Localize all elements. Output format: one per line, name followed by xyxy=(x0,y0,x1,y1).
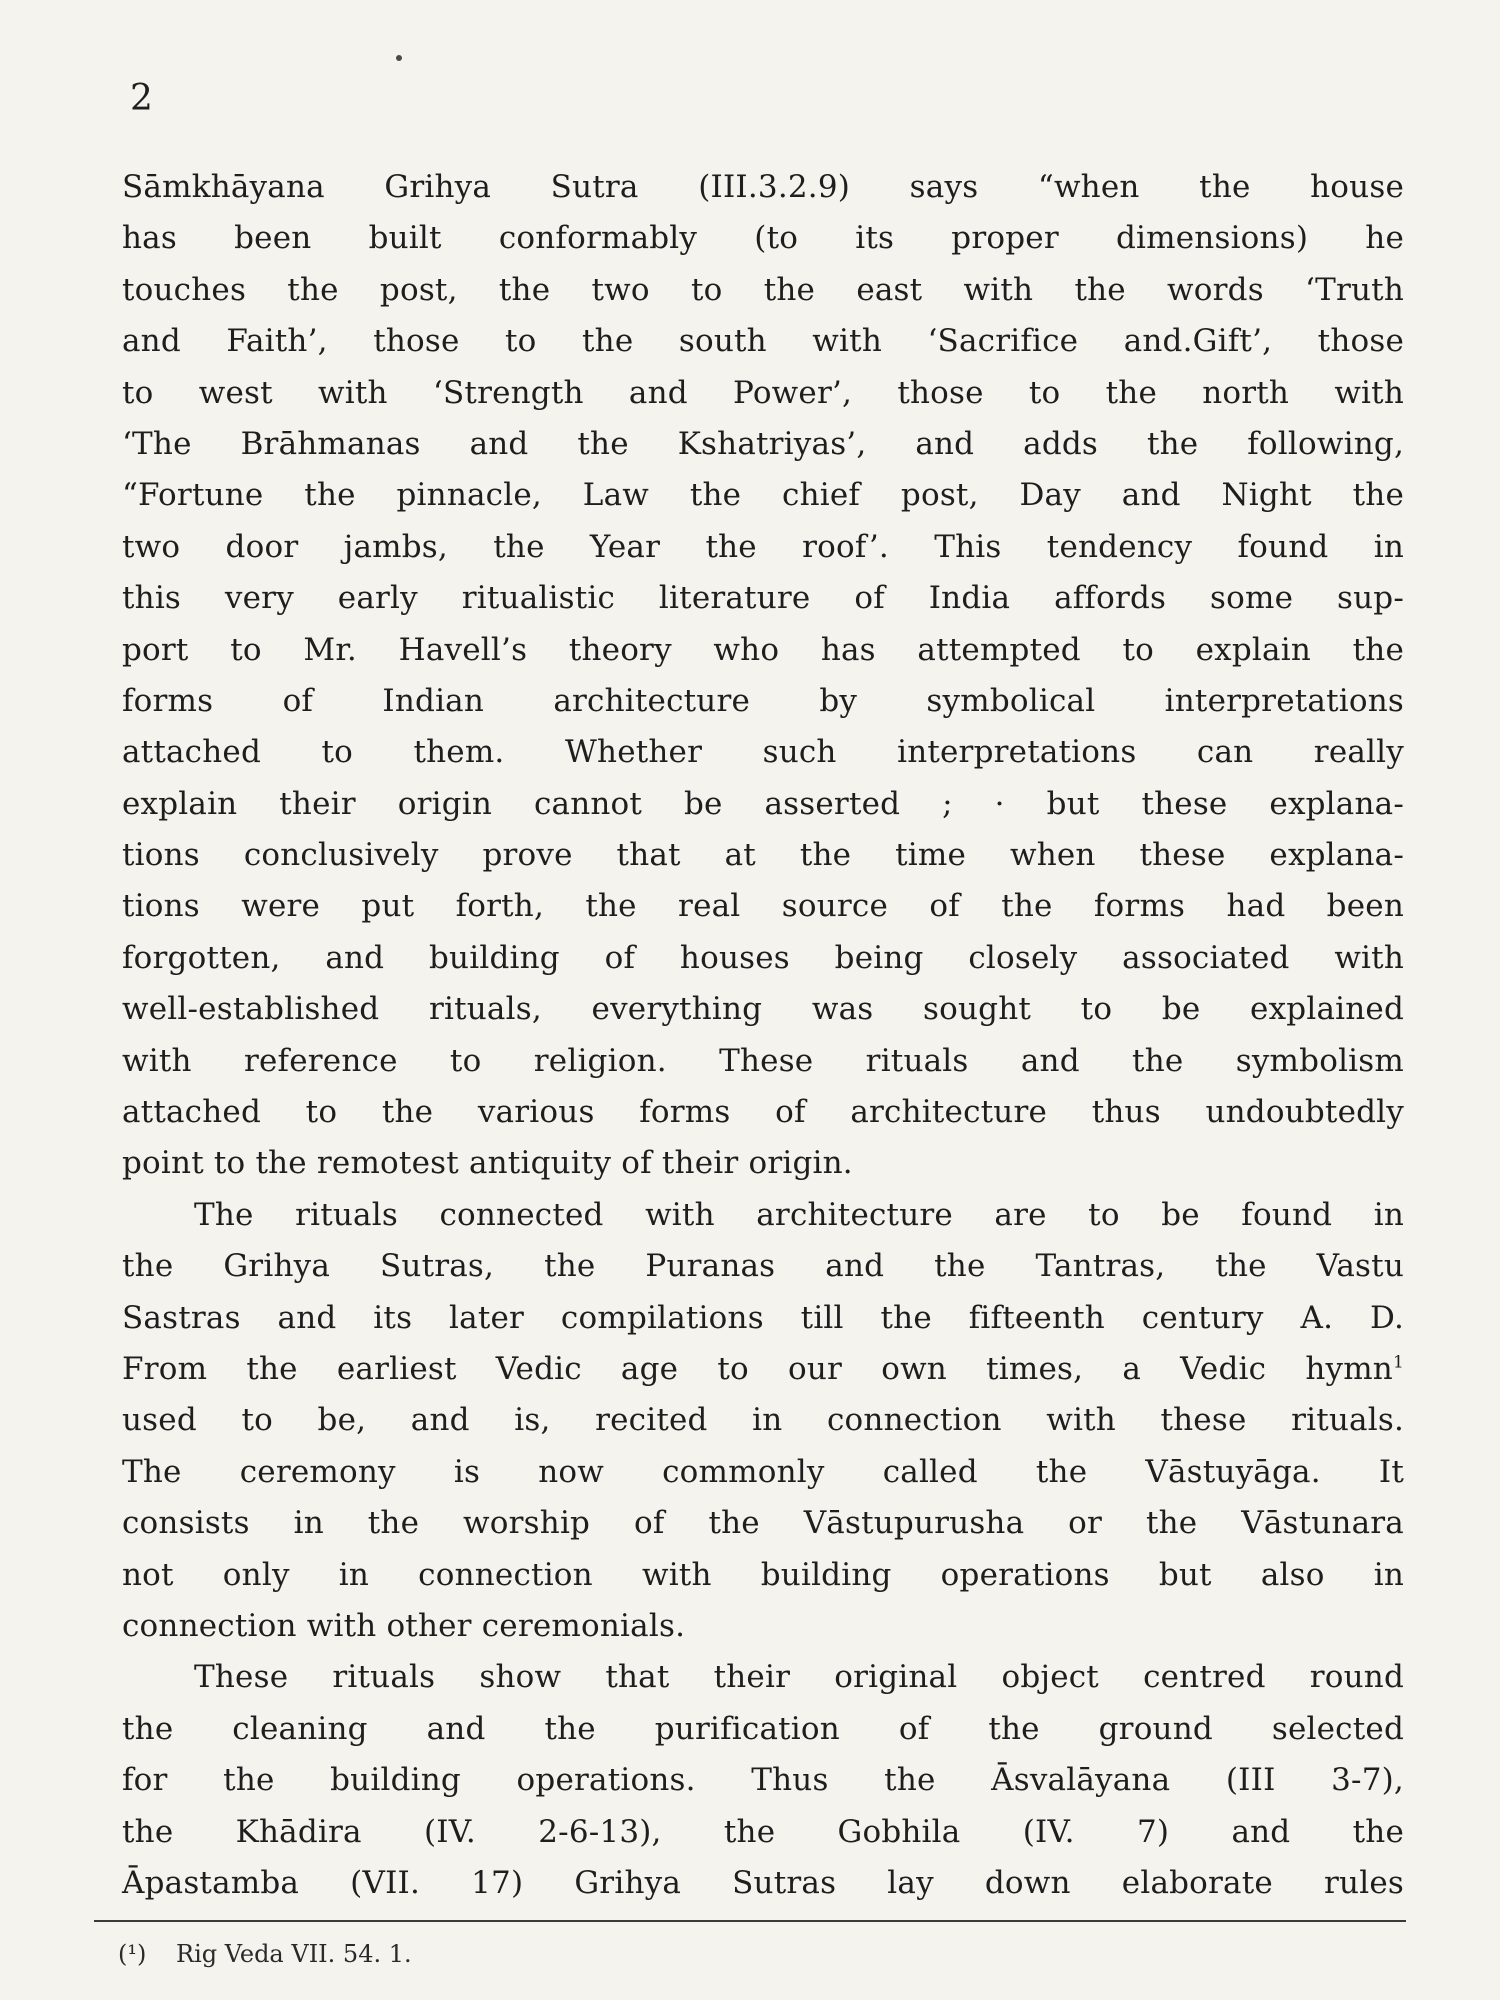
text-line: not only in connection with building operations but also in xyxy=(122,1556,1404,1593)
text-line: and Faith’, those to the south with ‘Sacrifice and.Gift’, those xyxy=(122,323,1404,360)
text-line: forgotten, and building of houses being closely associated with xyxy=(122,939,1404,976)
text-line: this very early ritualistic literature of India affords some sup- xyxy=(122,580,1404,617)
text-line: has been built conformably (to its proper dimensions) he xyxy=(122,220,1404,257)
text-line: the Grihya Sutras, the Puranas and the Tantras, the Vastu xyxy=(122,1248,1404,1285)
text-line: for the building operations. Thus the Āsvalāyana (III 3-7), xyxy=(122,1762,1404,1799)
text-line: The rituals connected with architecture are to be found in xyxy=(194,1196,1404,1233)
text-line: point to the remotest antiquity of their origin. xyxy=(122,1145,853,1182)
footnote-reference: 1 xyxy=(1392,1352,1404,1373)
text-line: ‘The Brāhmanas and the Kshatriyas’, and adds the following, xyxy=(122,425,1404,462)
text-line: port to Mr. Havell’s theory who has attempted to explain the xyxy=(122,631,1404,668)
text-line: The ceremony is now commonly called the Vāstuyāga. It xyxy=(122,1453,1404,1490)
text-line: Āpastamba (VII. 17) Grihya Sutras lay down elaborate rules xyxy=(122,1864,1404,1901)
text-line: well-established rituals, everything was sought to be explained xyxy=(122,991,1404,1028)
text-line: touches the post, the two to the east with the words ‘Truth xyxy=(122,271,1404,308)
text-line: “Fortune the pinnacle, Law the chief post, Day and Night the xyxy=(122,477,1404,514)
text-line: the cleaning and the purification of the ground selected xyxy=(122,1710,1404,1747)
text-line: These rituals show that their original object centred round xyxy=(194,1659,1404,1696)
text-span: From the earliest Vedic age to our own times, a Vedic hymn xyxy=(122,1350,1393,1387)
text-line: explain their origin cannot be asserted ; · but these explana- xyxy=(122,785,1404,822)
text-line: Sastras and its later compilations till the fifteenth century A. D. xyxy=(122,1299,1404,1336)
text-line: the Khādira (IV. 2-6-13), the Gobhila (IV. 7) and the xyxy=(122,1813,1404,1850)
text-line: used to be, and is, recited in connection with these rituals. xyxy=(122,1402,1404,1439)
footnote-text: Rig Veda VII. 54. 1. xyxy=(176,1940,412,1968)
text-line: connection with other ceremonials. xyxy=(122,1607,686,1644)
footnote xyxy=(118,1940,412,1968)
text-line: two door jambs, the Year the roof’. This tendency found in xyxy=(122,528,1404,565)
body-text xyxy=(122,162,1404,1909)
text-line: attached to the various forms of architecture thus undoubtedly xyxy=(122,1094,1404,1131)
text-line-with-footnote-ref xyxy=(122,1344,1404,1395)
page-number: 2 xyxy=(130,78,153,119)
footnote-rule xyxy=(94,1920,1406,1922)
footnote-mark: (¹) xyxy=(118,1940,147,1968)
text-line: tions conclusively prove that at the time when these explana- xyxy=(122,837,1404,874)
text-line: Sāmkhāyana Grihya Sutra (III.3.2.9) says “when the house xyxy=(122,169,1404,205)
text-line: to west with ‘Strength and Power’, those to the north with xyxy=(122,374,1404,411)
text-line: consists in the worship of the Vāstupurusha or the Vāstunara xyxy=(122,1505,1404,1542)
text-line: forms of Indian architecture by symbolical interpretations xyxy=(122,682,1404,719)
text-line: with reference to religion. These rituals and the symbolism xyxy=(122,1042,1404,1079)
text-line: attached to them. Whether such interpretations can really xyxy=(122,734,1404,771)
text-line: tions were put forth, the real source of the forms had been xyxy=(122,888,1404,925)
ink-speck xyxy=(396,55,402,61)
